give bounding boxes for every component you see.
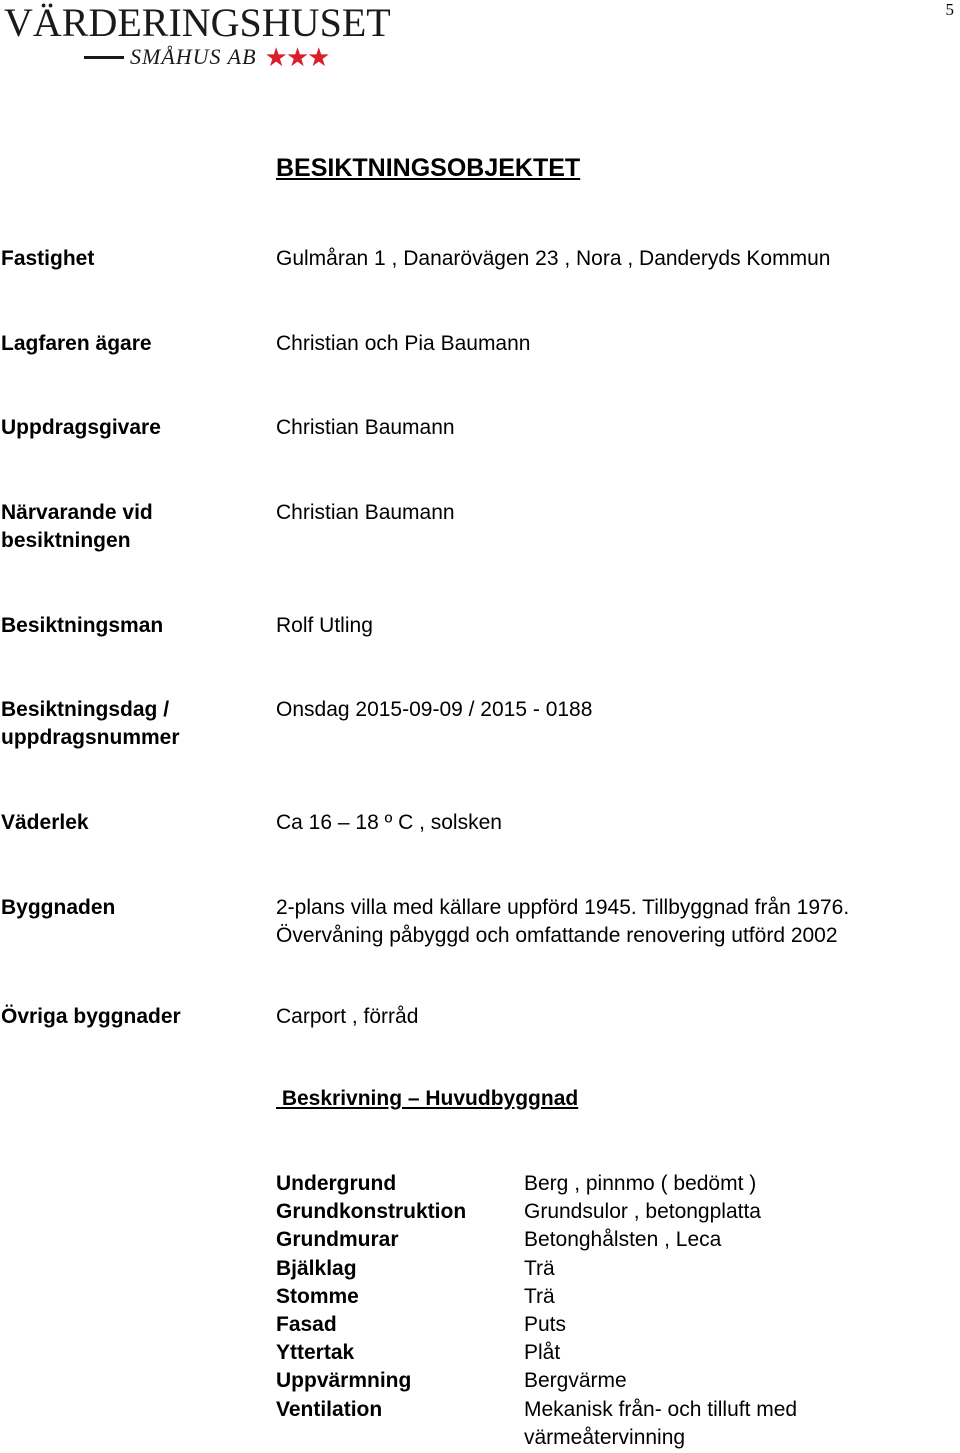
logo-sub-row (84, 42, 328, 72)
spec-key: Bjälklag (276, 1256, 357, 1280)
field-label-besiktningsdag-line1: Besiktningsdag / (1, 698, 170, 721)
spec-key: Uppvärmning (276, 1369, 412, 1393)
field-value-byggnaden-line1: 2-plans villa med källare uppförd 1945. Tillbyggnad från 1976. (276, 896, 850, 919)
company-logo (4, 0, 391, 82)
field-label-narvarande-line1: Närvarande vid (1, 501, 153, 524)
page-title: BESIKTNINGSOBJEKTET (276, 154, 581, 182)
spec-value: Trä (524, 1284, 555, 1308)
field-value-narvarande: Christian Baumann (276, 501, 455, 524)
field-label-narvarande-line2: besiktningen (1, 529, 131, 552)
spec-value: Plåt (524, 1341, 561, 1365)
field-label-besiktningsdag (1, 696, 180, 752)
field-value-byggnaden-line2: Övervåning påbyggd och omfattande renovering utförd 2002 (276, 924, 838, 947)
spec-value: Puts (524, 1313, 567, 1337)
spec-value: Bergvärme (524, 1369, 627, 1393)
field-label-narvarande (1, 499, 153, 555)
field-label-byggnaden: Byggnaden (1, 896, 116, 919)
spec-value: Berg , pinnmo ( bedömt ) (524, 1172, 757, 1195)
field-label-besiktningsman: Besiktningsman (1, 614, 164, 637)
spec-key: Grundkonstruktion (276, 1200, 467, 1224)
spec-value: Trä (524, 1256, 555, 1280)
spec-value: Grundsulor , betongplatta (524, 1200, 761, 1224)
spec-table (276, 1170, 944, 1452)
field-value-fastighet: Gulmåran 1 , Danarövägen 23 , Nora , Danderyds Kommun (276, 247, 831, 270)
field-label-vaderlek: Väderlek (1, 811, 89, 834)
spec-value-line2: värmeåtervinning (524, 1425, 686, 1449)
spec-key: Stomme (276, 1284, 359, 1308)
field-value-lagfaren-agare: Christian och Pia Baumann (276, 332, 531, 355)
field-label-ovriga-byggnader: Övriga byggnader (1, 1005, 181, 1028)
logo-dash (84, 56, 124, 59)
spec-key: Yttertak (276, 1341, 355, 1365)
spec-key: Undergrund (276, 1172, 397, 1195)
logo-stars-icon: ★★★ (264, 41, 329, 72)
spec-value: Betonghålsten , Leca (524, 1228, 722, 1252)
spec-value-multiline (524, 1396, 944, 1452)
field-value-besiktningsman: Rolf Utling (276, 614, 373, 637)
field-value-uppdragsgivare: Christian Baumann (276, 416, 455, 439)
spec-key: Ventilation (276, 1397, 383, 1421)
field-label-besiktningsdag-line2: uppdragsnummer (1, 726, 180, 749)
spec-key: Grundmurar (276, 1228, 399, 1252)
logo-main-text: VÄRDERINGSHUSET (4, 0, 391, 45)
field-value-ovriga-byggnader: Carport , förråd (276, 1005, 419, 1028)
spec-value-line1: Mekanisk från- och tilluft med (524, 1397, 798, 1421)
field-value-byggnaden (276, 894, 849, 950)
field-value-besiktningsdag: Onsdag 2015-09-09 / 2015 - 0188 (276, 698, 593, 721)
field-label-fastighet: Fastighet (1, 247, 95, 270)
page-number: 5 (945, 0, 954, 19)
field-value-vaderlek: Ca 16 – 18 º C , solsken (276, 811, 502, 834)
field-label-lagfaren-agare: Lagfaren ägare (1, 332, 152, 355)
field-label-uppdragsgivare: Uppdragsgivare (1, 416, 161, 439)
logo-sub-text: SMÅHUS AB (130, 44, 257, 69)
spec-key: Fasad (276, 1313, 337, 1337)
section-subtitle: Beskrivning – Huvudbyggnad (276, 1087, 579, 1110)
